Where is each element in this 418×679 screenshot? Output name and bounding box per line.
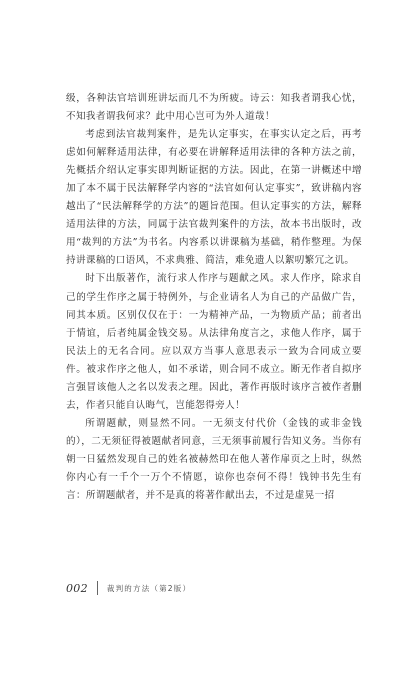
page-number: 002 <box>66 581 88 595</box>
paragraph-4: 所谓题献，则显然不同。一无须支付代价（金钱的或非金钱的），二无须征得被题献者同意，三无须事前履行告知义务。当你有朝一日猛然发现自己的姓名被赫然印在他人著作扉页之上时，纵然你内心有一千个一万个不情愿，谅你也奈何不得！钱钟书先生有言：所谓题献者，并不是真的将著作献出去，不过是虚晃一招 <box>66 417 362 502</box>
footer-divider <box>97 581 98 595</box>
page-footer <box>66 580 362 596</box>
paragraph-1: 级，各种法官培训班讲坛而几不为所疲。诗云：知我者谓我心忧，不知我者谓我何求？此中用心岂可为外人道哉！ <box>66 93 362 123</box>
running-title: 裁判的方法（第2版） <box>106 583 192 593</box>
body-text <box>66 90 362 505</box>
paragraph-3: 时下出版著作，流行求人作序与题献之风。求人作序，除求自己的学生作序之属于特例外，与企业请名人为自己的产品做广告，同其本质。区别仅仅在于：一为精神产品，一为物质产品；前者出于情谊，后者纯属金钱交易。从法律角度言之，求他人作序，属于民法上的无名合同。应以双方当事人意思表示一致为合同成立要件。被求作序之他人，如不承诺，则合同不成立。断无作者自拟序言强冒该他人之名以发表之理。因此，著作再版时该序言被作者删去，作者只能自认晦气，岂能怨得旁人！ <box>66 273 362 411</box>
paragraph-2: 考虑到法官裁判案件，是先认定事实，在事实认定之后，再考虑如何解释适用法律，有必要在讲解释适用法律的各种方法之前，先概括介绍认定事实即判断证据的方法。因此，在第一讲概述中增加了本不属于民法解释学内容的“法官如何认定事实”，致讲稿内容越出了“民法解释学的方法”的题旨范围。但认定事实的方法，解释适用法律的方法，同属于法官裁判案件的方法，故本书出版时，改用“裁判的方法”为书名。内容系以讲课稿为基础，稍作整理。为保持讲课稿的口语风，不求典雅、简洁，难免遗人以絮叨繁冗之讥。 <box>66 129 362 267</box>
